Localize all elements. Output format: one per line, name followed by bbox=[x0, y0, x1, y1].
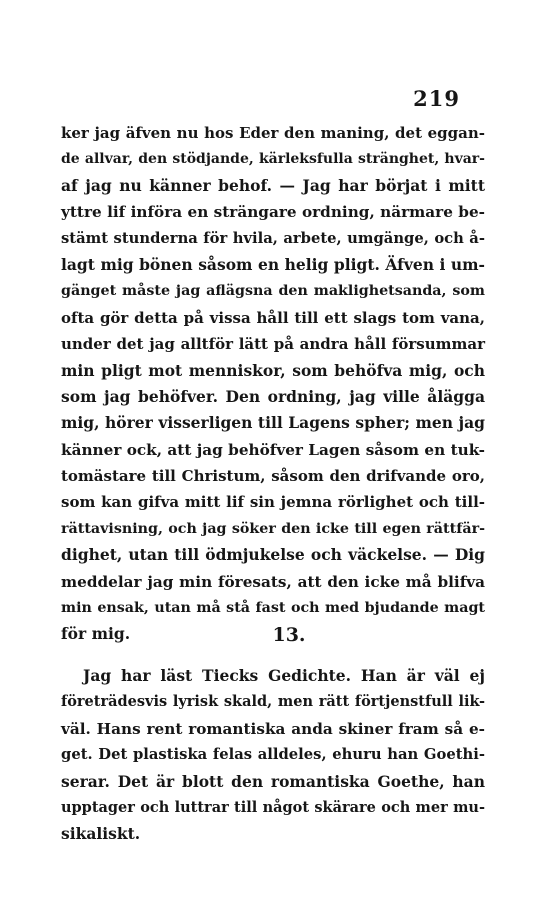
text-line: sikaliskt. bbox=[61, 824, 141, 844]
text-line: för mig. bbox=[61, 624, 131, 644]
text-line: som kan gifva mitt lif sin jemna rörlighet och till- bbox=[61, 493, 485, 512]
text-line: ofta gör detta på vissa håll till ett slags tom vana, bbox=[61, 308, 485, 327]
page-number: 219 bbox=[413, 86, 460, 111]
text-line: get. Det plastiska felas alldeles, ehuru han Goethi- bbox=[61, 746, 485, 764]
paragraph-continued bbox=[61, 120, 485, 648]
text-line: meddelar jag min föresats, att den icke må blifva bbox=[61, 572, 485, 591]
section-number: 13. bbox=[272, 624, 306, 646]
text-line: upptager och luttrar till något skärare och mer mu- bbox=[61, 798, 485, 816]
text-line: gänget måste jag aflägsna den maklighetsanda, som bbox=[61, 283, 485, 300]
text-line: de allvar, den stödjande, kärleksfulla stränghet, hvar- bbox=[61, 151, 485, 168]
text-line: mig, hörer visserligen till Lagens spher; men jag bbox=[61, 413, 485, 433]
text-line: yttre lif införa en strängare ordning, närmare be- bbox=[61, 203, 485, 222]
text-line: ker jag äfven nu hos Eder den maning, det eggan- bbox=[61, 124, 485, 142]
text-line: under det jag alltför lätt på andra håll försummar bbox=[61, 335, 485, 354]
text-line: känner ock, att jag behöfver Lagen såsom en tuk- bbox=[61, 440, 485, 459]
paragraph-section-13 bbox=[61, 663, 485, 848]
text-line: dighet, utan till ödmjukelse och väckelse. — Dig bbox=[61, 545, 485, 565]
text-line: tomästare till Christum, såsom den drifvande oro, bbox=[61, 467, 485, 486]
text-line: serar. Det är blott den romantiska Goethe, han bbox=[61, 771, 485, 791]
text-line: stämt stunderna för hvila, arbete, umgänge, och å- bbox=[61, 229, 485, 247]
text-line: som jag behöfver. Den ordning, jag ville ålägga bbox=[61, 386, 485, 406]
text-line: företrädesvis lyrisk skald, men rätt förtjenstfull lik- bbox=[61, 693, 485, 711]
text-line: rättavisning, och jag söker den icke till egen rättfär- bbox=[61, 520, 485, 537]
text-line: Jag har läst Tiecks Gedichte. Han är väl ej bbox=[83, 666, 485, 685]
text-line: lagt mig bönen såsom en helig pligt. Äfven i um- bbox=[61, 254, 485, 274]
text-line: min ensak, utan må stå fast och med bjudande magt bbox=[61, 600, 485, 617]
text-line: väl. Hans rent romantiska anda skiner fram så e- bbox=[61, 719, 485, 738]
text-line: min pligt mot menniskor, som behöfva mig, och bbox=[61, 360, 485, 380]
text-line: af jag nu känner behof. — Jag har börjat i mitt bbox=[61, 175, 485, 195]
